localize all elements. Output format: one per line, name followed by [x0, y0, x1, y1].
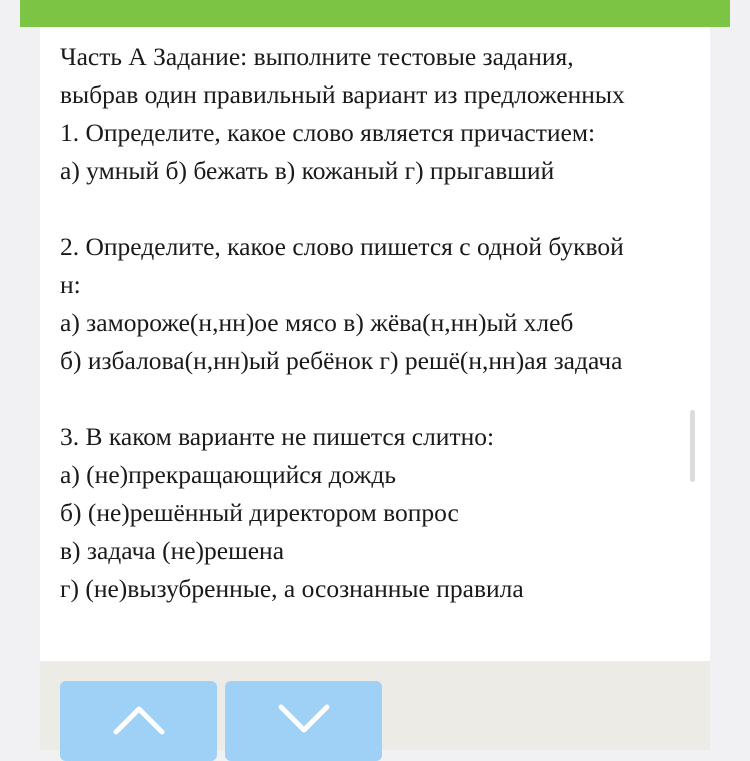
text-line: а) (не)прекращающийся дождь [60, 460, 396, 489]
text-line: б) (не)решённый директором вопрос [60, 498, 459, 527]
scroll-down-button[interactable] [225, 681, 382, 761]
chevron-up-icon [112, 699, 166, 739]
text-line: 1. Определите, какое слово является причастием: [60, 118, 596, 147]
text-line: выбрав один правильный вариант из предложенных [60, 80, 625, 109]
text-line: Часть А Задание: выполните тестовые задания, [60, 42, 574, 71]
text-line: а) замороже(н,нн)ое мясо в) жёва(н,нн)ый хлеб [60, 308, 574, 337]
content-card [40, 27, 710, 661]
text-line [60, 380, 700, 418]
text-line: г) (не)вызубренные, а осознанные правила [60, 574, 524, 603]
text-line: н: [60, 270, 81, 299]
chevron-down-icon [277, 699, 331, 739]
scrollbar-thumb[interactable] [690, 410, 695, 482]
top-accent-bar [20, 0, 730, 27]
text-line: в) задача (не)решена [60, 536, 285, 565]
text-line: 2. Определите, какое слово пишется с одной буквой [60, 232, 624, 261]
text-line [60, 190, 700, 228]
scroll-up-button[interactable] [60, 681, 217, 761]
navigation-footer [40, 661, 710, 750]
question-text [60, 38, 700, 608]
text-line: а) умный б) бежать в) кожаный г) прыгавший [60, 156, 555, 185]
text-line: 3. В каком варианте не пишется слитно: [60, 422, 495, 451]
text-line: б) избалова(н,нн)ый ребёнок г) решё(н,нн)ая задача [60, 346, 623, 375]
